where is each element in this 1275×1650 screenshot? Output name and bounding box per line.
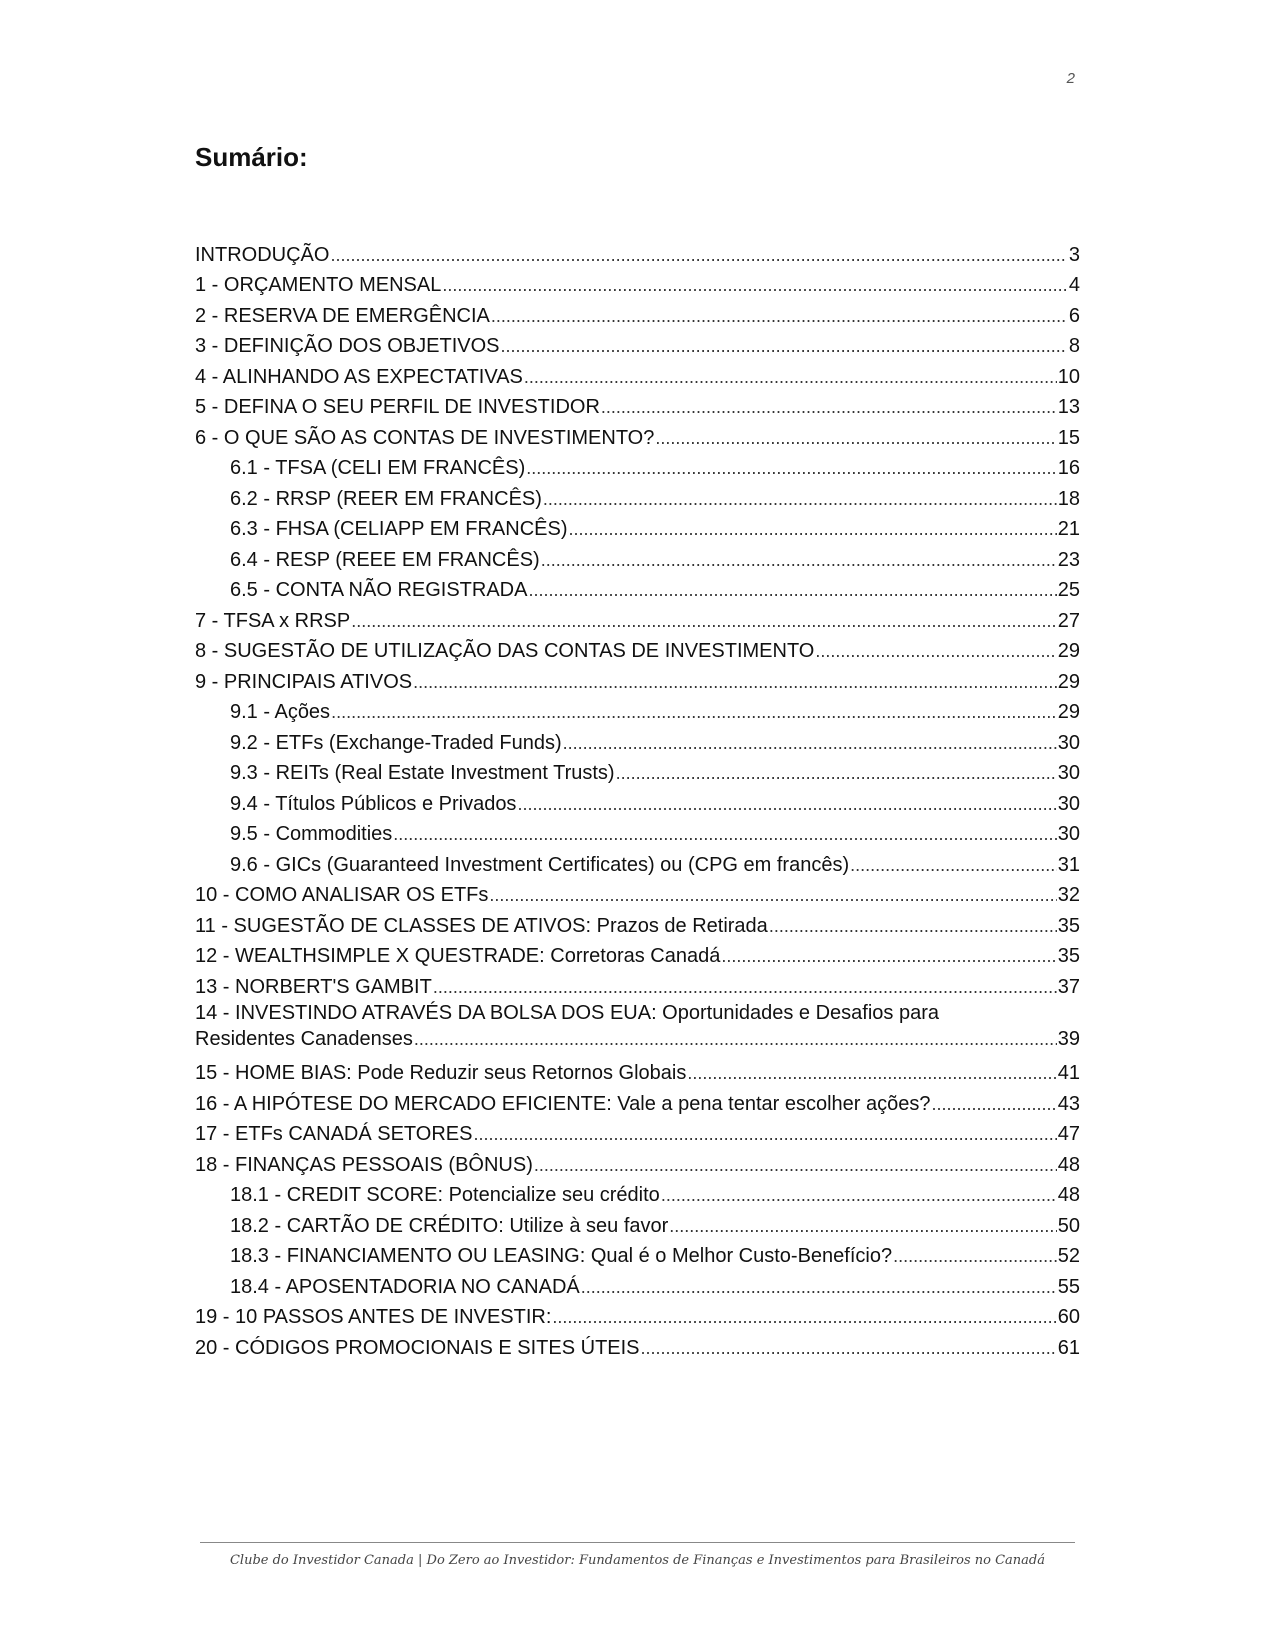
toc-leader [330,242,1067,268]
toc-subentry[interactable] [195,1178,1080,1209]
toc-label-continuation [195,1026,1080,1052]
toc-label: 13 - NORBERT'S GAMBIT [195,975,432,998]
toc-page: 50 [1057,1214,1080,1237]
toc-label: 9.2 - ETFs (Exchange-Traded Funds) [230,731,562,754]
toc-label: 16 - A HIPÓTESE DO MERCADO EFICIENTE: Vale a pena tentar escolher ações? [195,1092,931,1115]
toc-leader [893,1243,1057,1269]
toc-leader [473,1121,1056,1147]
toc-page: 18 [1057,487,1080,510]
toc-leader [489,882,1056,908]
toc-subentry[interactable] [195,1208,1080,1239]
toc-label: 6.2 - RRSP (REER EM FRANCÊS) [230,487,542,510]
toc-label: 14 - INVESTINDO ATRAVÉS DA BOLSA DOS EUA: Oportunidades e Desafios para [195,1001,940,1024]
toc-leader [501,333,1068,359]
toc-entry[interactable] [195,603,1080,634]
toc-subentry[interactable] [195,1269,1080,1300]
toc-entry[interactable] [195,1117,1080,1148]
toc-label: 18.1 - CREDIT SCORE: Potencialize seu crédito [230,1184,660,1206]
toc-label: 11 - SUGESTÃO DE CLASSES DE ATIVOS: Prazos de Retirada [195,914,768,937]
toc-leader [442,272,1067,298]
toc-entry[interactable] [195,1086,1080,1117]
toc-leader [331,699,1057,725]
toc-label: 6 - O QUE SÃO AS CONTAS DE INVESTIMENTO? [195,426,655,449]
toc-entry[interactable] [195,390,1080,421]
toc-entry[interactable] [195,878,1080,909]
toc-subentry[interactable] [195,725,1080,756]
toc-page: 47 [1057,1123,1080,1145]
toc-leader [351,608,1057,634]
toc-entry[interactable] [195,939,1080,970]
toc-leader [552,1304,1056,1330]
toc-label: 19 - 10 PASSOS ANTES DE INVESTIR: [195,1306,552,1328]
toc-page: 48 [1057,1153,1080,1176]
toc-page: 3 [1068,243,1080,266]
toc-leader [563,730,1057,756]
toc-page: 29 [1057,701,1080,723]
toc-page: 30 [1057,823,1080,845]
toc-entry[interactable] [195,908,1080,939]
toc-leader [641,1335,1057,1361]
toc-subentry[interactable] [195,1239,1080,1270]
toc-leader [721,943,1056,969]
toc-page: 15 [1057,426,1080,449]
toc-page: 27 [1057,609,1080,632]
toc-entry[interactable] [195,1330,1080,1361]
toc-subentry[interactable] [195,512,1080,543]
toc-label: 18 - FINANÇAS PESSOAIS (BÔNUS) [195,1153,533,1176]
toc-page: 35 [1057,914,1080,937]
toc-label: 17 - ETFs CANADÁ SETORES [195,1123,473,1145]
toc-leader [534,1152,1057,1178]
toc-page: 52 [1057,1245,1080,1267]
toc-page: 30 [1057,792,1080,815]
toc-subentry[interactable] [195,573,1080,604]
toc-page: 21 [1057,518,1080,540]
toc-page: 32 [1057,884,1080,906]
toc-subentry[interactable] [195,451,1080,482]
toc-page: 6 [1068,304,1080,327]
toc-page: 48 [1057,1184,1080,1206]
toc-label: 3 - DEFINIÇÃO DOS OBJETIVOS [195,335,500,357]
toc-leader [616,760,1057,786]
toc-subentry[interactable] [195,786,1080,817]
toc-page: 35 [1057,945,1080,967]
toc-leader [815,638,1056,664]
page-footer: Clube do Investidor Canada | Do Zero ao Investidor: Fundamentos de Finanças e Investimentos para Brasileiros no Canadá [229,1553,1045,1568]
toc-page: 31 [1057,853,1080,876]
toc-label: INTRODUÇÃO [195,243,330,266]
toc-page: 25 [1057,579,1080,601]
toc-leader [601,394,1057,420]
toc-page: 43 [1057,1092,1080,1115]
toc-leader [393,821,1056,847]
toc-label: 10 - COMO ANALISAR OS ETFs [195,884,489,906]
toc-page: 55 [1057,1275,1080,1298]
toc-leader [769,913,1057,939]
toc-leader [655,425,1056,451]
toc-leader [669,1213,1056,1239]
toc-label: 9.6 - GICs (Guaranteed Investment Certificates) ou (CPG em francês) [230,853,850,876]
toc-leader [931,1091,1056,1117]
toc-leader [517,791,1056,817]
toc-label: 12 - WEALTHSIMPLE X QUESTRADE: Corretoras Canadá [195,945,721,967]
toc-label: 4 - ALINHANDO AS EXPECTATIVAS [195,365,523,388]
toc-label: 9.3 - REITs (Real Estate Investment Trusts) [230,762,615,784]
toc-entry[interactable] [195,1000,1080,1056]
toc-label: 8 - SUGESTÃO DE UTILIZAÇÃO DAS CONTAS DE INVESTIMENTO [195,640,815,662]
toc-label: 6.3 - FHSA (CELIAPP EM FRANCÊS) [230,518,568,540]
toc-label: 9.5 - Commodities [230,823,393,845]
toc-entry[interactable] [195,329,1080,360]
toc-leader [543,486,1057,512]
toc-page: 41 [1057,1062,1080,1084]
toc-label: 18.4 - APOSENTADORIA NO CANADÁ [230,1275,580,1298]
toc-leader [541,547,1057,573]
toc-entry[interactable] [195,664,1080,695]
toc-page: 37 [1057,975,1080,998]
toc-label: 18.2 - CARTÃO DE CRÉDITO: Utilize à seu favor [230,1214,669,1237]
toc-label: 2 - RESERVA DE EMERGÊNCIA [195,304,490,327]
toc-page: 16 [1057,457,1080,479]
toc-entry[interactable] [195,1300,1080,1331]
toc-entry[interactable] [195,268,1080,299]
toc-label: 6.5 - CONTA NÃO REGISTRADA [230,579,528,601]
toc-page: 61 [1057,1336,1080,1359]
toc-leader [413,669,1057,695]
toc-leader [524,364,1057,390]
toc-page: 30 [1057,762,1080,784]
toc-page: 60 [1057,1306,1080,1328]
toc-subentry[interactable] [195,817,1080,848]
toc-entry[interactable] [195,1147,1080,1178]
page-title: Sumário: [195,142,308,172]
toc-page: 8 [1068,335,1080,357]
toc-page: 23 [1057,548,1080,571]
toc-page: 10 [1057,365,1080,388]
toc-leader [850,852,1057,878]
toc-subentry[interactable] [195,847,1080,878]
toc-entry[interactable] [195,1056,1080,1087]
toc-leader [687,1060,1056,1086]
toc-entry[interactable] [195,634,1080,665]
toc-entry[interactable] [195,298,1080,329]
toc-page: 30 [1057,731,1080,754]
toc-entry[interactable] [195,237,1080,268]
toc-label: 5 - DEFINA O SEU PERFIL DE INVESTIDOR [195,396,600,418]
toc-label: 15 - HOME BIAS: Pode Reduzir seus Retornos Globais [195,1062,687,1084]
toc-leader [661,1182,1057,1208]
toc-entry[interactable] [195,420,1080,451]
toc-label: 9 - PRINCIPAIS ATIVOS [195,670,413,693]
toc-subentry[interactable] [195,481,1080,512]
toc-entry[interactable] [195,969,1080,1000]
toc-label: 1 - ORÇAMENTO MENSAL [195,274,442,296]
toc-page: 29 [1057,670,1080,693]
page-number: 2 [1066,70,1075,87]
toc-page: 4 [1068,274,1080,296]
toc-page: 13 [1057,396,1080,418]
toc-leader [528,577,1056,603]
toc-leader [526,455,1057,481]
toc-label-line2: Residentes Canadenses [195,1027,413,1050]
toc-subentry[interactable] [195,756,1080,787]
toc-label: 6.1 - TFSA (CELI EM FRANCÊS) [230,457,526,479]
toc-label: 18.3 - FINANCIAMENTO OU LEASING: Qual é o Melhor Custo-Benefício? [230,1245,893,1267]
toc-leader [433,974,1057,1000]
toc-leader [491,303,1067,329]
toc-subentry[interactable] [195,542,1080,573]
toc-label: 6.4 - RESP (REEE EM FRANCÊS) [230,548,540,571]
toc-page: 39 [1057,1027,1080,1050]
toc-subentry[interactable] [195,695,1080,726]
toc-leader [569,516,1057,542]
toc-label: 9.4 - Títulos Públicos e Privados [230,792,517,815]
toc-leader [581,1274,1057,1300]
toc-label: 20 - CÓDIGOS PROMOCIONAIS E SITES ÚTEIS [195,1336,640,1359]
toc-label: 9.1 - Ações [230,701,331,723]
table-of-contents [195,237,1080,1361]
toc-page: 29 [1057,640,1080,662]
toc-leader [414,1026,1057,1052]
footer-divider [200,1542,1075,1543]
toc-label: 7 - TFSA x RRSP [195,609,351,632]
toc-entry[interactable] [195,359,1080,390]
